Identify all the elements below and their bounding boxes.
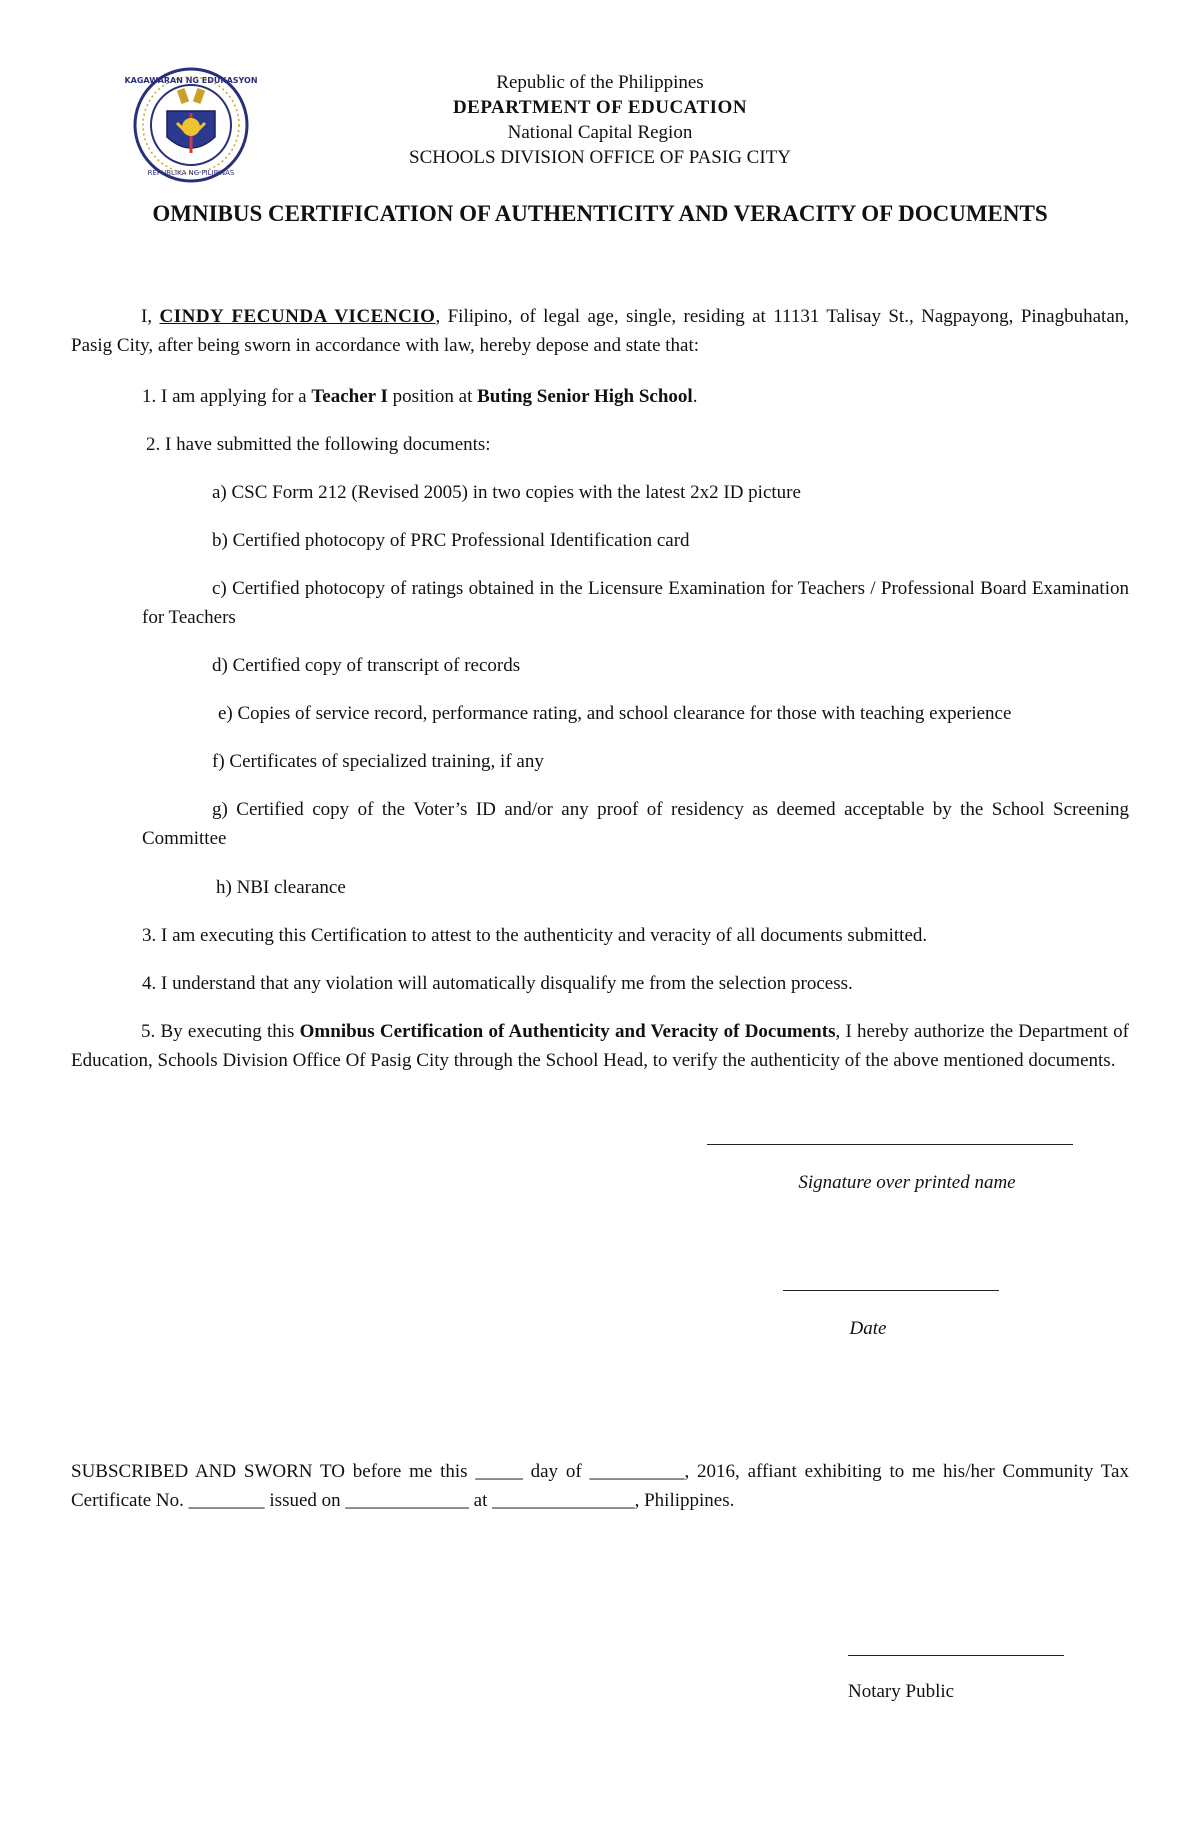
item-5 [71, 1017, 1129, 1075]
intro-paragraph [71, 302, 1129, 360]
letterhead [0, 70, 1200, 170]
document-item-g: g) Certified copy of the Voter’s ID and/or any proof of residency as deemed acceptable by the School Screening Committee [142, 799, 1129, 849]
notary-line[interactable] [848, 1655, 1064, 1656]
region-line: National Capital Region [507, 122, 693, 143]
document-item-e: e) Copies of service record, performance rating, and school clearance for those with teaching experience [218, 703, 1012, 724]
document-item-h: h) NBI clearance [216, 877, 346, 898]
signature-line[interactable] [707, 1144, 1073, 1145]
item-4: 4. I understand that any violation will automatically disqualify me from the selection process. [142, 973, 853, 994]
department-line: DEPARTMENT OF EDUCATION [452, 97, 748, 118]
position-title: Teacher I [311, 386, 388, 407]
date-caption: Date [849, 1318, 887, 1339]
intro-rest: , Filipino, of legal age, single, residing at 11131 Talisay St., Nagpayong, Pinagbuhatan, Pasig City, after being sworn in accordance with law, hereby depose and state that: [71, 306, 1130, 356]
sworn-statement: SUBSCRIBED AND SWORN TO before me this _____ day of __________, 2016, affiant exhibiting to me his/her Community Tax Certificate No. ________ issued on _____________ at _______________, Philippines. [71, 1461, 1129, 1511]
document-item-a: a) CSC Form 212 (Revised 2005) in two copies with the latest 2x2 ID picture [212, 482, 801, 503]
item-1-suffix: . [692, 386, 698, 407]
date-line[interactable] [783, 1290, 999, 1291]
school-name: Buting Senior High School [477, 386, 693, 407]
document-item-d: d) Certified copy of transcript of records [212, 655, 521, 676]
notary-caption: Notary Public [848, 1681, 955, 1702]
document-title: OMNIBUS CERTIFICATION OF AUTHENTICITY AND VERACITY OF DOCUMENTS [152, 201, 1048, 226]
item-1 [142, 382, 1129, 411]
svg-text:KAGAWARAN NG EDUKASYON: KAGAWARAN NG EDUKASYON [124, 76, 258, 85]
intro-prefix: I, [141, 306, 160, 327]
document-item-c: c) Certified photocopy of ratings obtained in the Licensure Examination for Teachers / Professional Board Examination for Teachers [142, 578, 1129, 628]
document-item-b: b) Certified photocopy of PRC Professional Identification card [212, 530, 690, 551]
item-2: 2. I have submitted the following documents: [146, 434, 491, 455]
signature-caption: Signature over printed name [798, 1172, 1016, 1193]
item-1-prefix: 1. I am applying for a [142, 386, 312, 407]
item-5-bold: Omnibus Certification of Authenticity and Veracity of Documents [299, 1021, 836, 1042]
item-3: 3. I am executing this Certification to attest to the authenticity and veracity of all documents submitted. [142, 925, 928, 946]
item-5-rest: , I hereby authorize the Department of Education, Schools Division Office Of Pasig City through the School Head, to verify the authenticity of the above mentioned documents. [71, 1021, 1130, 1071]
item-5-prefix: 5. By executing this [141, 1021, 300, 1042]
republic-line: Republic of the Philippines [496, 72, 704, 93]
affiant-name: CINDY FECUNDA VICENCIO [159, 306, 436, 327]
item-1-middle: position at [387, 386, 478, 407]
division-line: SCHOOLS DIVISION OFFICE OF PASIG CITY [409, 147, 791, 168]
document-item-f: f) Certificates of specialized training, if any [212, 751, 544, 772]
svg-text:REPUBLIKA NG PILIPINAS: REPUBLIKA NG PILIPINAS [147, 169, 235, 177]
